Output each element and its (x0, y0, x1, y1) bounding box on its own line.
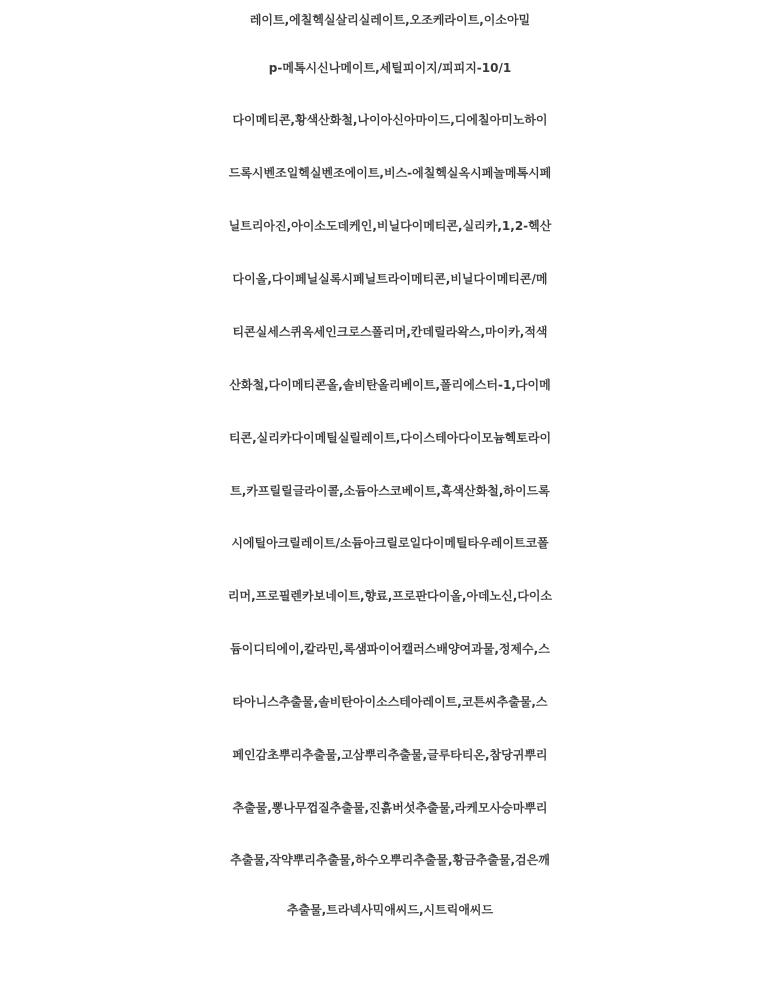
ingredients-line-3: 다이메티콘,황색산화철,나이아신아마이드,디에칠아미노하이 (232, 113, 548, 127)
ingredients-line-6: 다이올,다이페닐실록시페닐트라이메티콘,비닐다이메티콘/메 (232, 272, 548, 286)
ingredients-line-13: 듐이디티에이,칼라민,록샘파이어캘러스배양여과물,정제수,스 (230, 642, 550, 656)
ingredients-line-5: 닐트리아진,아이소도데케인,비닐다이메티콘,실리카,1,2-헥산 (228, 219, 552, 233)
ingredients-line-12: 리머,프로필렌카보네이트,향료,프로판다이올,아데노신,다이소 (227, 589, 553, 603)
ingredients-line-7: 티콘실세스퀴옥세인크로스폴리머,칸데릴라왁스,마이카,적색 (232, 325, 548, 339)
ingredients-line-16: 추출물,뽕나무껍질추출물,진흙버섯추출물,라케모사승마뿌리 (232, 801, 548, 815)
ingredients-line-8: 산화철,다이메티콘올,솔비탄올리베이트,폴리에스터-1,다이메 (229, 378, 551, 392)
ingredients-line-14: 타아니스추출물,솔비탄아이소스테아레이트,코튼씨추출물,스 (232, 695, 548, 709)
ingredients-line-11: 시에틸아크릴레이트/소듐아크릴로일다이메틸타우레이트코폴 (231, 536, 549, 550)
ingredients-line-10: 트,카프릴릴글라이콜,소듐아스코베이트,흑색산화철,하이드록 (230, 484, 550, 498)
ingredients-line-17: 추출물,작약뿌리추출물,하수오뿌리추출물,황금추출물,검은깨 (230, 853, 550, 867)
ingredients-line-18: 추출물,트라넥사믹애씨드,시트릭애씨드 (286, 903, 494, 917)
ingredients-line-9: 티콘,실리카다이메틸실릴레이트,다이스테아다이모늄헥토라이 (228, 431, 552, 445)
ingredients-line-2: p-메톡시신나메이트,세틸피이지/피피지-10/1 (268, 61, 512, 75)
ingredients-line-4: 드록시벤조일헥실벤조에이트,비스-에칠헥실옥시페놀메톡시페 (228, 166, 552, 180)
ingredients-line-1: 레이트,에칠헥실살리실레이트,오조케라이트,이소아밀 (249, 13, 531, 27)
ingredients-line-15: 페인감초뿌리추출물,고삼뿌리추출물,글루타티온,참당귀뿌리 (232, 748, 548, 762)
